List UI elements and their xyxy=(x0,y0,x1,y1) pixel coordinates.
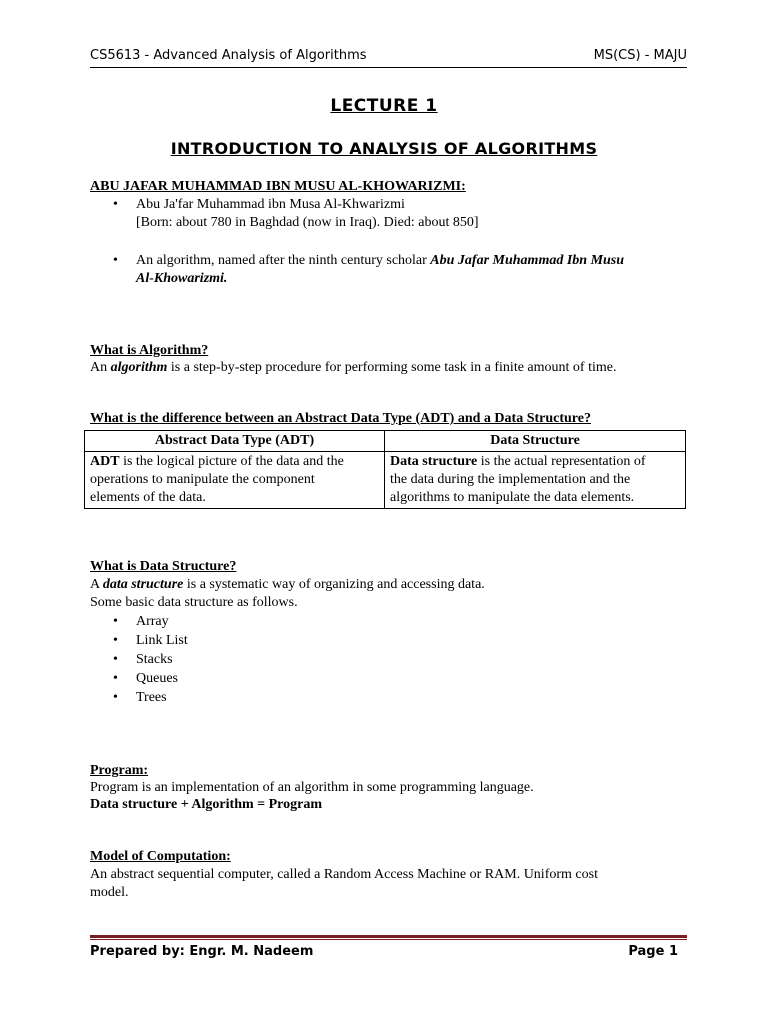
model-heading: Model of Computation: xyxy=(90,849,231,864)
page-header xyxy=(90,46,687,68)
term-data-structure: Data structure xyxy=(390,454,478,469)
cell-text: is the actual representation of xyxy=(477,454,646,469)
term-algorithm: algorithm xyxy=(110,360,168,375)
bullet-text-continued: [Born: about 780 in Baghdad (now in Iraq). Died: about 850] xyxy=(136,215,479,230)
model-definition-continued: model. xyxy=(90,885,129,900)
program-heading: Program: xyxy=(90,763,149,778)
term-data-structure: data structure xyxy=(102,577,184,592)
text-span: is a step-by-step procedure for performing some task in a finite amount of time. xyxy=(167,360,617,375)
text-span: An xyxy=(90,360,111,375)
list-item xyxy=(113,689,167,707)
algorithm-definition xyxy=(90,359,687,377)
cell-text: the data during the implementation and the xyxy=(390,472,631,487)
algorithm-heading: What is Algorithm? xyxy=(90,343,209,358)
program-definition: Program is an implementation of an algorithm in some programming language. xyxy=(90,780,534,795)
table-header-row xyxy=(85,431,686,452)
cell-text: elements of the data. xyxy=(90,490,206,505)
bullet-icon: • xyxy=(113,652,118,667)
list-item-label: Link List xyxy=(136,633,188,648)
table-row xyxy=(85,452,686,509)
list-item-label: Queues xyxy=(136,671,178,686)
list-item xyxy=(113,670,178,688)
list-item-label: Stacks xyxy=(136,652,173,667)
difference-heading: What is the difference between an Abstract Data Type (ADT) and a Data Structure? xyxy=(90,411,591,426)
cell-text: algorithms to manipulate the data elements. xyxy=(390,490,635,505)
list-item-label: Trees xyxy=(136,690,167,705)
bullet-icon: • xyxy=(113,197,118,212)
list-item xyxy=(113,651,173,669)
bullet-icon: • xyxy=(113,633,118,648)
bullet-icon: • xyxy=(113,671,118,686)
scholar-name-continued: Al-Khowarizmi. xyxy=(136,271,228,286)
data-structure-heading: What is Data Structure? xyxy=(90,559,237,574)
scholar-name: Abu Jafar Muhammad Ibn Musu xyxy=(430,253,625,268)
footer-author: Prepared by: Engr. M. Nadeem xyxy=(90,944,314,959)
column-header-data-structure: Data Structure xyxy=(385,431,686,452)
list-item-label: Array xyxy=(136,614,169,629)
lecture-title: LECTURE 1 xyxy=(330,96,438,116)
list-item xyxy=(113,632,188,650)
table-cell-data-structure xyxy=(385,452,686,509)
term-adt: ADT xyxy=(90,454,120,469)
bullet-icon: • xyxy=(113,690,118,705)
bullet-text: Abu Ja'far Muhammad ibn Musa Al-Khwarizmi xyxy=(136,197,405,212)
data-structure-definition xyxy=(90,576,687,594)
list-item xyxy=(113,252,683,288)
text-span: is a systematic way of organizing and accessing data. xyxy=(183,577,485,592)
header-program: MS(CS) - MAJU xyxy=(593,48,687,63)
lecture-subtitle: INTRODUCTION TO ANALYSIS OF ALGORITHMS xyxy=(170,139,598,158)
header-course-title: CS5613 - Advanced Analysis of Algorithms xyxy=(90,48,367,63)
cell-text: operations to manipulate the component xyxy=(90,472,315,487)
data-structure-intro: Some basic data structure as follows. xyxy=(90,595,298,610)
comparison-table xyxy=(84,430,686,509)
table-cell-adt xyxy=(85,452,385,509)
khowarizmi-heading: ABU JAFAR MUHAMMAD IBN MUSU AL-KHOWARIZMI: xyxy=(90,179,466,194)
list-item xyxy=(113,196,683,232)
list-item xyxy=(113,613,169,631)
footer-rule-thin xyxy=(90,939,687,940)
program-equation: Data structure + Algorithm = Program xyxy=(90,797,323,812)
bullet-icon: • xyxy=(113,614,118,629)
footer-page-number: Page 1 xyxy=(628,944,678,959)
model-definition: An abstract sequential computer, called a Random Access Machine or RAM. Uniform cost xyxy=(90,867,598,882)
bullet-icon: • xyxy=(113,253,118,268)
header-rule xyxy=(90,67,687,68)
cell-text: is the logical picture of the data and the xyxy=(119,454,344,469)
column-header-adt: Abstract Data Type (ADT) xyxy=(85,431,385,452)
text-span: A xyxy=(90,577,103,592)
footer-rule xyxy=(90,935,687,938)
bullet-text: An algorithm, named after the ninth century scholar xyxy=(136,253,431,268)
